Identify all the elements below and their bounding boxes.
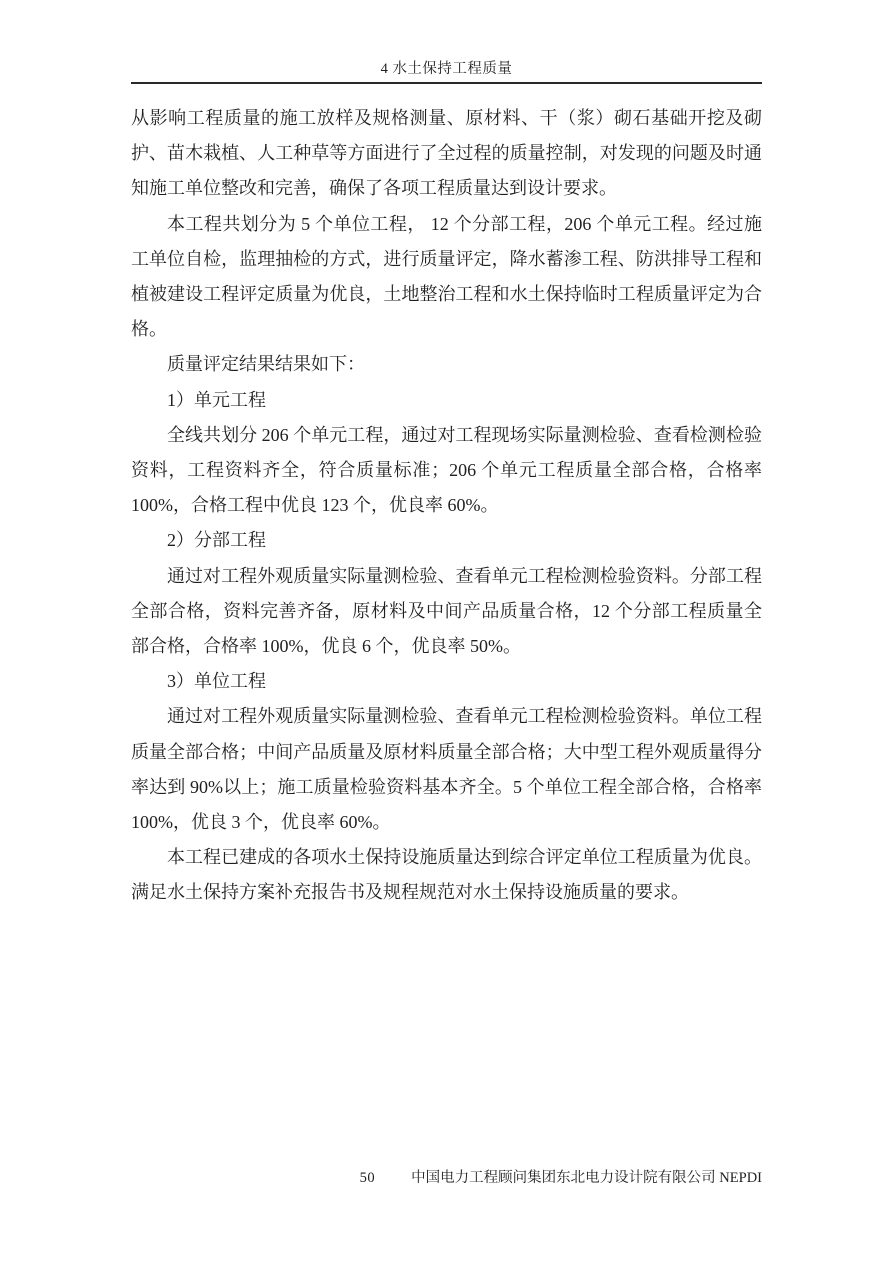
heading-unit-works: 1）单元工程	[167, 389, 266, 410]
heading-division-works: 2）分部工程	[167, 530, 266, 551]
paragraph-quality-control: 从影响工程质量的施工放样及规格测量、原材料、干（浆）砌石基础开挖及砌护、苗木栽植、人工种草等方面进行了全过程的质量控制，对发现的问题及时通知施工单位整改和完善，确保了各项工程质量达到设计要求。	[131, 108, 762, 199]
paragraph-unit-works-detail: 全线共划分 206 个单元工程，通过对工程现场实际量测检验、查看检测检验资料，工程资料齐全，符合质量标准；206 个单元工程质量全部合格，合格率 100%，合格工程中优良 123 个，优良率 60%。	[131, 424, 762, 516]
footer-company-name: 中国电力工程顾问集团东北电力设计院有限公司 NEPDI	[411, 1170, 762, 1186]
paragraph-project-division: 本工程共划分为 5 个单位工程， 12 个分部工程，206 个单元工程。经过施工单位自检，监理抽检的方式，进行质量评定，降水蓄渗工程、防洪排导工程和植被建设工程评定质量为优良，土地整治工程和水土保持临时工程质量评定为合格。	[131, 213, 762, 340]
paragraph-unit-project-detail: 通过对工程外观质量实际量测检验、查看单元工程检测检验资料。单位工程质量全部合格；中间产品质量及原材料质量全部合格；大中型工程外观质量得分率达到 90%以上；施工质量检验资料基本齐全。5 个单位工程全部合格，合格率 100%，优良 3 个，优良率 60%。	[131, 706, 762, 833]
document-body	[131, 101, 762, 911]
paragraph-results-intro: 质量评定结果结果如下：	[167, 354, 365, 375]
chapter-header-title: 4 水土保持工程质量	[380, 61, 513, 77]
heading-unit-project-works: 3）单位工程	[167, 671, 266, 692]
page-header	[131, 0, 762, 84]
paragraph-division-works-detail: 通过对工程外观质量实际量测检验、查看单元工程检测检验资料。分部工程全部合格，资料完善齐备，原材料及中间产品质量合格，12 个分部工程质量全部合格，合格率 100%，优良 6 个，优良率 50%。	[131, 565, 762, 657]
paragraph-conclusion: 本工程已建成的各项水土保持设施质量达到综合评定单位工程质量为优良。满足水土保持方案补充报告书及规程规范对水土保持设施质量的要求。	[131, 847, 762, 903]
page-number: 50	[359, 1170, 376, 1186]
page-footer	[131, 1169, 762, 1188]
